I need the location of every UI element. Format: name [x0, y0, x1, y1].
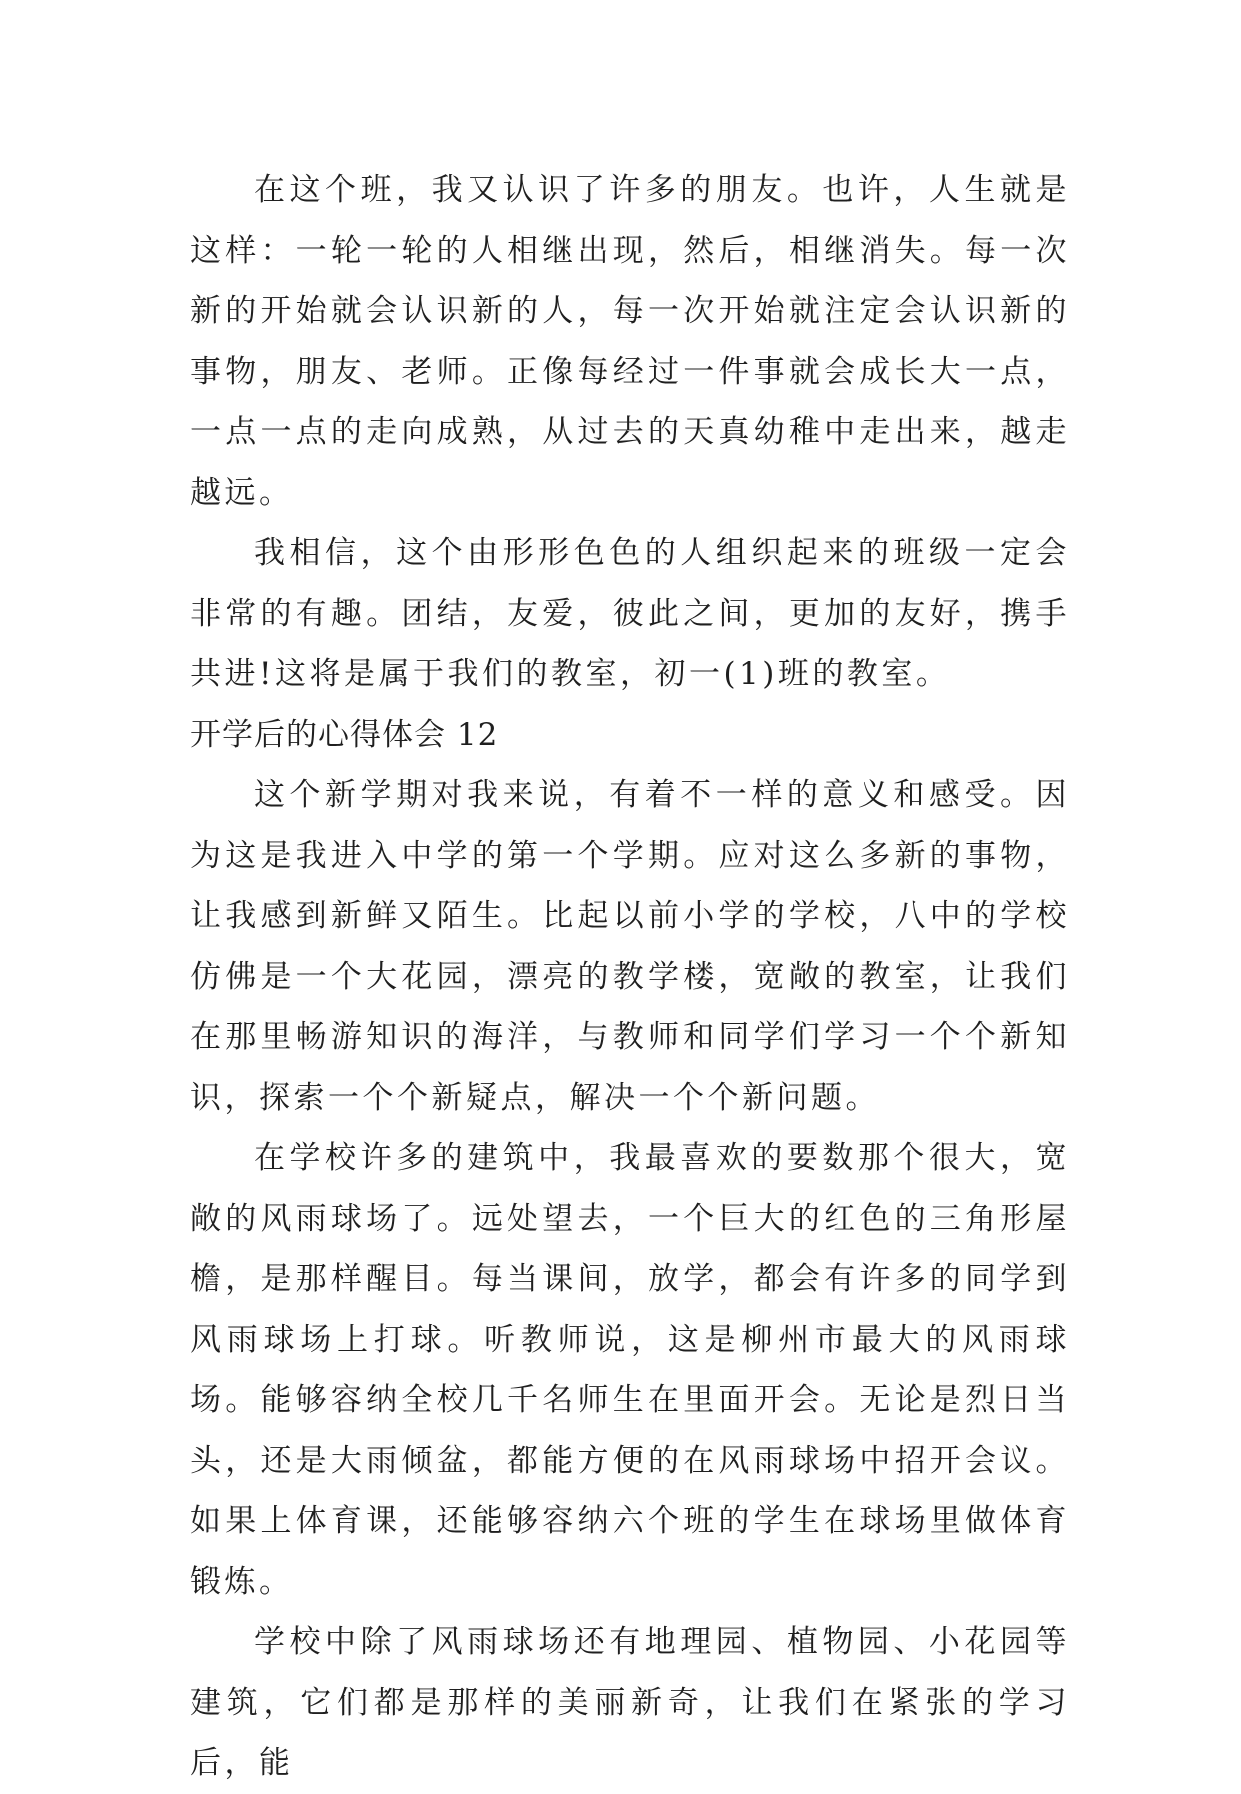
- document-body: [190, 160, 1070, 1794]
- paragraph: 在这个班，我又认识了许多的朋友。也许，人生就是这样：一轮一轮的人相继出现，然后，相继消失。每一次新的开始就会认识新的人，每一次开始就注定会认识新的事物，朋友、老师。正像每经过一件事就会成长大一点，一点一点的走向成熟，从过去的天真幼稚中走出来，越走越远。: [190, 172, 1070, 511]
- section-heading: 开学后的心得体会 12: [190, 716, 499, 753]
- paragraph: 在学校许多的建筑中，我最喜欢的要数那个很大，宽敞的风雨球场了。远处望去，一个巨大的红色的三角形屋檐，是那样醒目。每当课间，放学，都会有许多的同学到风雨球场上打球。听教师说，这是柳州市最大的风雨球场。能够容纳全校几千名师生在里面开会。无论是烈日当头，还是大雨倾盆，都能方便的在风雨球场中招开会议。如果上体育课，还能够容纳六个班的学生在球场里做体育锻炼。: [190, 1140, 1070, 1600]
- paragraph: 学校中除了风雨球场还有地理园、植物园、小花园等建筑，它们都是那样的美丽新奇，让我们在紧张的学习后，能: [190, 1624, 1070, 1781]
- paragraph: 我相信，这个由形形色色的人组织起来的班级一定会非常的有趣。团结，友爱，彼此之间，更加的友好，携手共进!这将是属于我们的教室，初一(1)班的教室。: [190, 535, 1070, 692]
- paragraph: 这个新学期对我来说，有着不一样的意义和感受。因为这是我进入中学的第一个学期。应对这么多新的事物，让我感到新鲜又陌生。比起以前小学的学校，八中的学校仿佛是一个大花园，漂亮的教学楼，宽敞的教室，让我们在那里畅游知识的海洋，与教师和同学们学习一个个新知识，探索一个个新疑点，解决一个个新问题。: [190, 777, 1070, 1116]
